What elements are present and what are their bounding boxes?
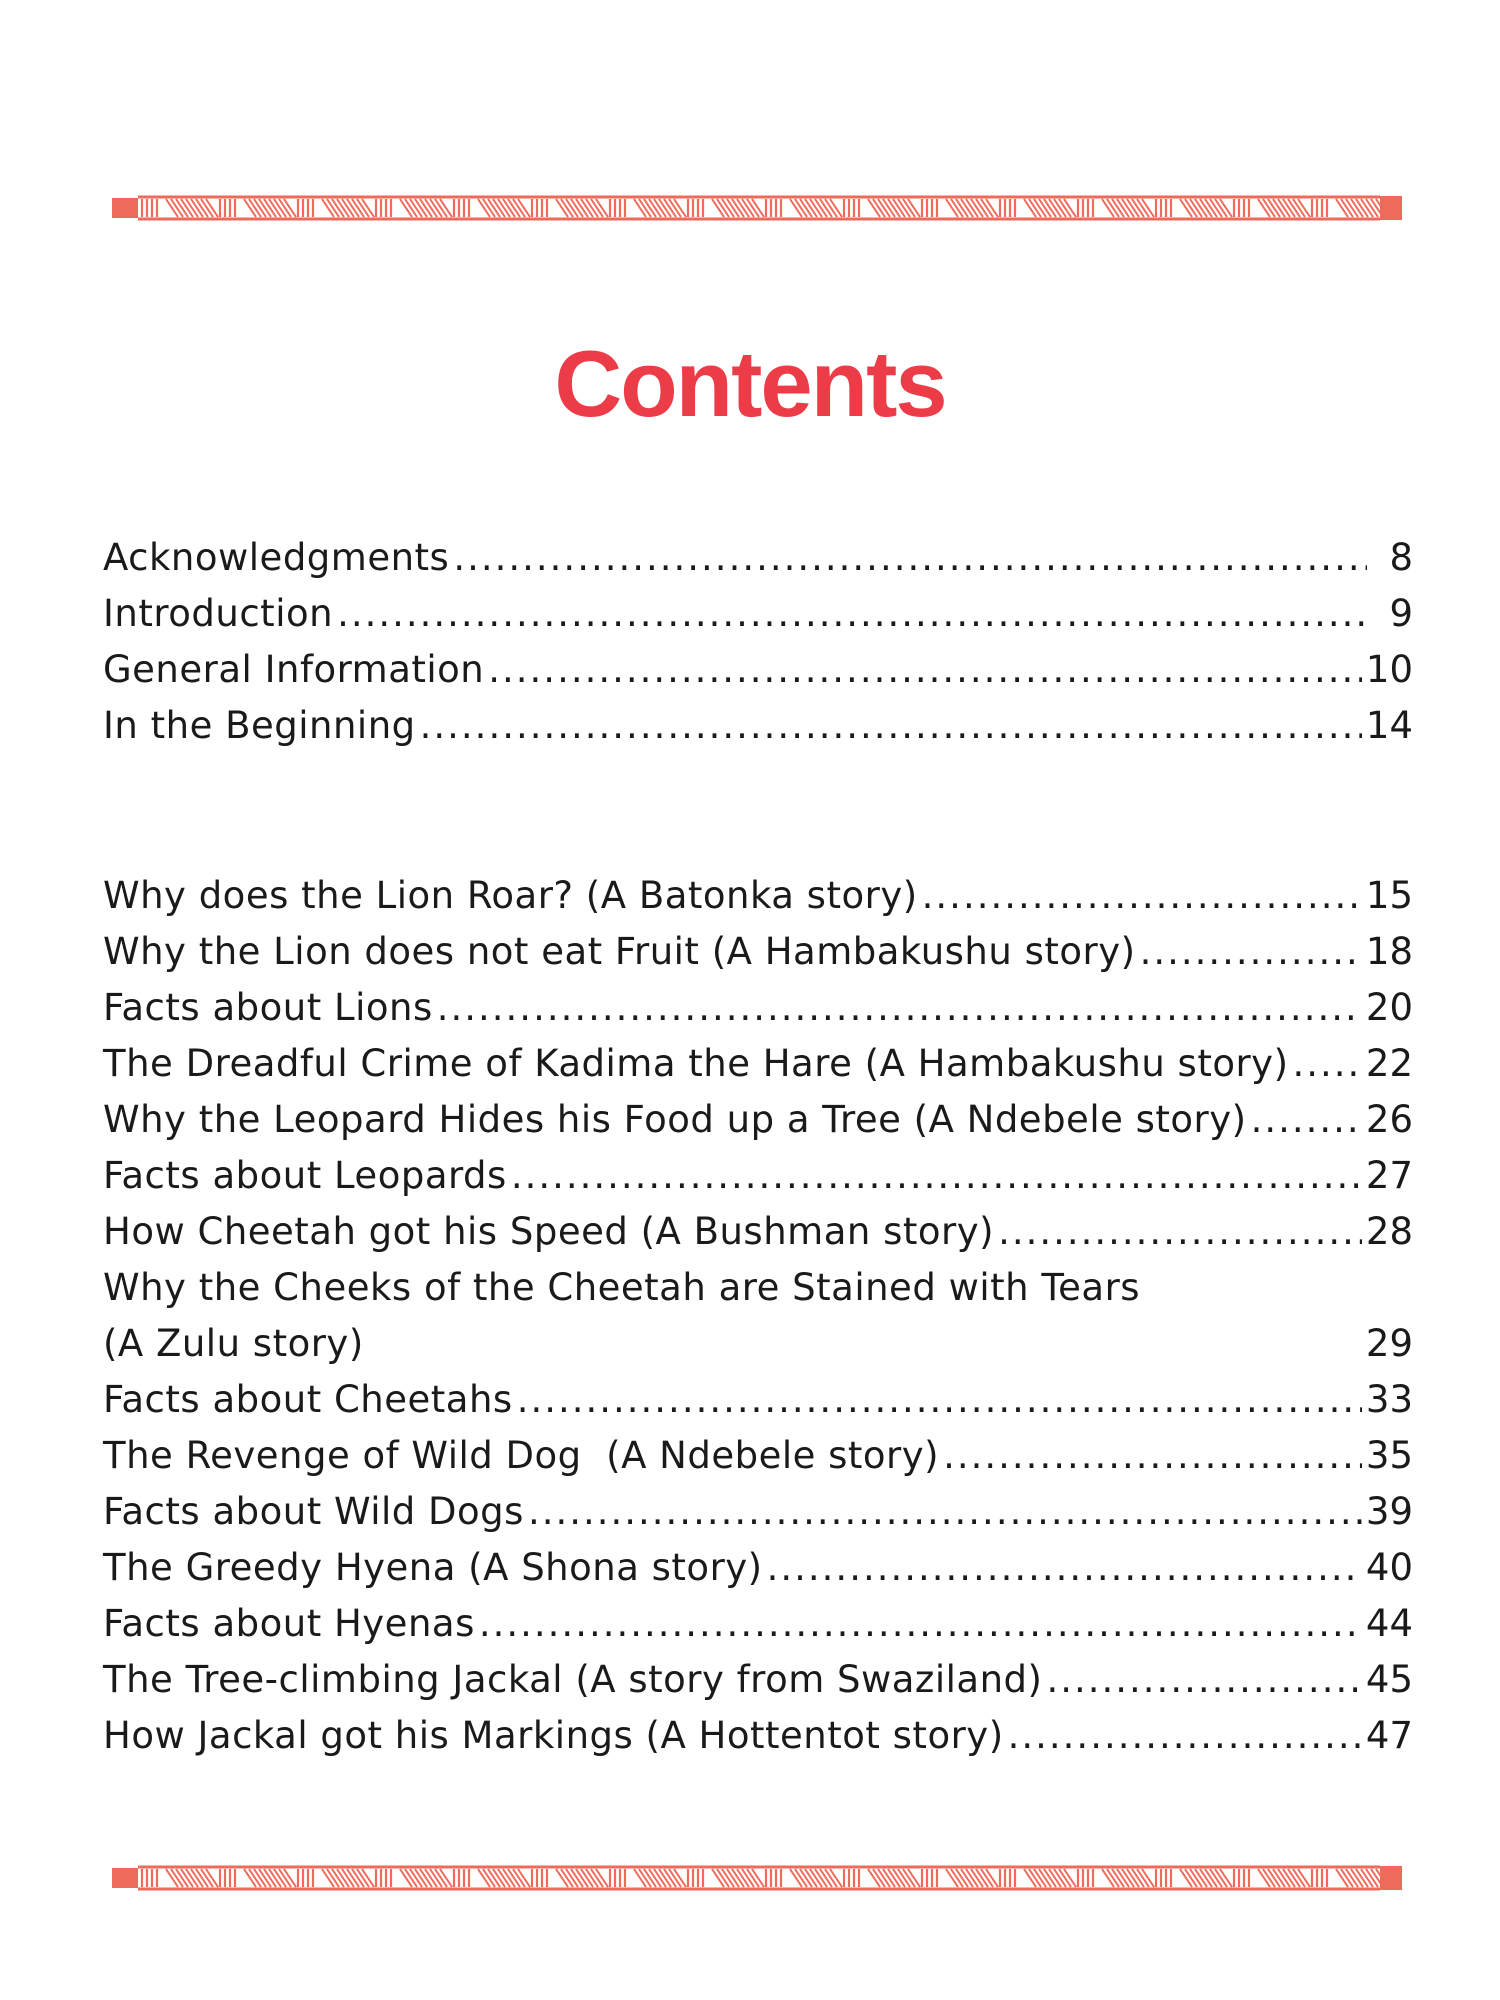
toc-entry[interactable] (103, 698, 1413, 754)
toc-page-number: 33 (1365, 1378, 1413, 1421)
toc-entry-title: Why the Lion does not eat Fruit (A Hambakushu story) (103, 930, 1136, 973)
toc-page-number: 47 (1365, 1714, 1413, 1757)
dot-leader (1293, 1036, 1362, 1092)
toc-entry-title: Facts about Leopards (103, 1154, 507, 1197)
toc-entry[interactable] (103, 586, 1413, 642)
toc-entry[interactable] (103, 1652, 1413, 1708)
decorative-border-bottom (112, 1860, 1402, 1896)
dot-leader (767, 1540, 1362, 1596)
toc-page-number: 28 (1365, 1210, 1413, 1253)
toc-entry-title: Facts about Lions (103, 986, 433, 1029)
dot-leader (1008, 1708, 1362, 1764)
border-pattern (112, 190, 1402, 226)
dot-leader (1251, 1092, 1362, 1148)
dot-leader (453, 530, 1367, 586)
toc-entry[interactable] (103, 1148, 1413, 1204)
toc-page-number: 27 (1365, 1154, 1413, 1197)
toc-entry-title: The Greedy Hyena (A Shona story) (103, 1546, 763, 1589)
toc-page-number: 44 (1365, 1602, 1413, 1645)
toc-entry[interactable] (103, 1708, 1413, 1764)
dot-leader (488, 642, 1362, 698)
toc-page-number: 45 (1365, 1658, 1413, 1701)
toc-entry-title: In the Beginning (103, 704, 416, 747)
toc-entry[interactable] (103, 980, 1413, 1036)
dot-leader (528, 1484, 1362, 1540)
toc-entry[interactable] (103, 1540, 1413, 1596)
toc-entry[interactable] (103, 868, 1413, 924)
border-cap (112, 1868, 138, 1888)
page-title: Contents (554, 331, 946, 436)
toc-entry[interactable] (103, 1260, 1413, 1372)
dot-leader (1046, 1652, 1361, 1708)
dot-leader (437, 980, 1362, 1036)
toc-entry-title: How Jackal got his Markings (A Hottentot story) (103, 1714, 1004, 1757)
toc-entry-title: How Cheetah got his Speed (A Bushman story) (103, 1210, 995, 1253)
toc-entry-title: Facts about Cheetahs (103, 1378, 513, 1421)
toc-entry[interactable] (103, 1484, 1413, 1540)
toc-entry-title: Acknowledgments (103, 536, 450, 579)
toc-entry[interactable] (103, 1428, 1413, 1484)
toc-entry-title: General Information (103, 648, 485, 691)
toc-page-number: 14 (1365, 704, 1413, 747)
dot-leader (943, 1428, 1362, 1484)
toc-entry-title: Introduction (103, 592, 334, 635)
toc-entry[interactable] (103, 1204, 1413, 1260)
toc-entry-title: The Tree-climbing Jackal (A story from Swaziland) (103, 1658, 1043, 1701)
dot-leader (420, 698, 1362, 754)
toc-entry[interactable] (103, 1596, 1413, 1652)
dot-leader (337, 586, 1367, 642)
toc-page-number: 26 (1365, 1098, 1413, 1141)
toc-entry-continuation (103, 1316, 1413, 1372)
decorative-border-top (112, 190, 1402, 226)
toc-entry[interactable] (103, 530, 1413, 586)
toc-entry-title: Why the Leopard Hides his Food up a Tree (A Ndebele story) (103, 1098, 1247, 1141)
dot-leader (517, 1372, 1362, 1428)
toc-page-number: 35 (1365, 1434, 1413, 1477)
toc-page-number: 18 (1365, 930, 1413, 973)
toc-entry[interactable] (103, 642, 1413, 698)
border-cap (112, 198, 138, 218)
toc-page-number: 22 (1365, 1042, 1413, 1085)
toc-front-matter (103, 530, 1413, 754)
toc-entry-title-cont: (A Zulu story) (103, 1322, 364, 1365)
dot-leader (922, 868, 1362, 924)
toc-entry-title: Why the Cheeks of the Cheetah are Stained with Tears (103, 1266, 1141, 1309)
toc-page-number: 29 (1365, 1322, 1413, 1365)
toc-page-number: 20 (1365, 986, 1413, 1029)
toc-page-number: 10 (1365, 648, 1413, 691)
toc-page-number: 39 (1365, 1490, 1413, 1533)
toc-entry[interactable] (103, 1036, 1413, 1092)
toc-page-number: 15 (1365, 874, 1413, 917)
toc-entry-title: Why does the Lion Roar? (A Batonka story) (103, 874, 918, 917)
toc-entry-title: The Dreadful Crime of Kadima the Hare (A Hambakushu story) (103, 1042, 1289, 1085)
dot-leader (1140, 924, 1362, 980)
dot-leader (479, 1596, 1362, 1652)
toc-entry-title: Facts about Hyenas (103, 1602, 475, 1645)
toc-entry[interactable] (103, 1092, 1413, 1148)
dot-leader (998, 1204, 1362, 1260)
toc-entry-title: Facts about Wild Dogs (103, 1490, 524, 1533)
dot-leader (511, 1148, 1362, 1204)
toc-page-number: 40 (1365, 1546, 1413, 1589)
toc-page-number: 9 (1389, 592, 1413, 635)
border-pattern (112, 1860, 1402, 1896)
toc-entry[interactable] (103, 1372, 1413, 1428)
toc-page-number: 8 (1389, 536, 1413, 579)
toc-entry[interactable] (103, 924, 1413, 980)
toc-entry-title: The Revenge of Wild Dog (A Ndebele story) (103, 1434, 940, 1477)
toc-stories (103, 868, 1413, 1764)
